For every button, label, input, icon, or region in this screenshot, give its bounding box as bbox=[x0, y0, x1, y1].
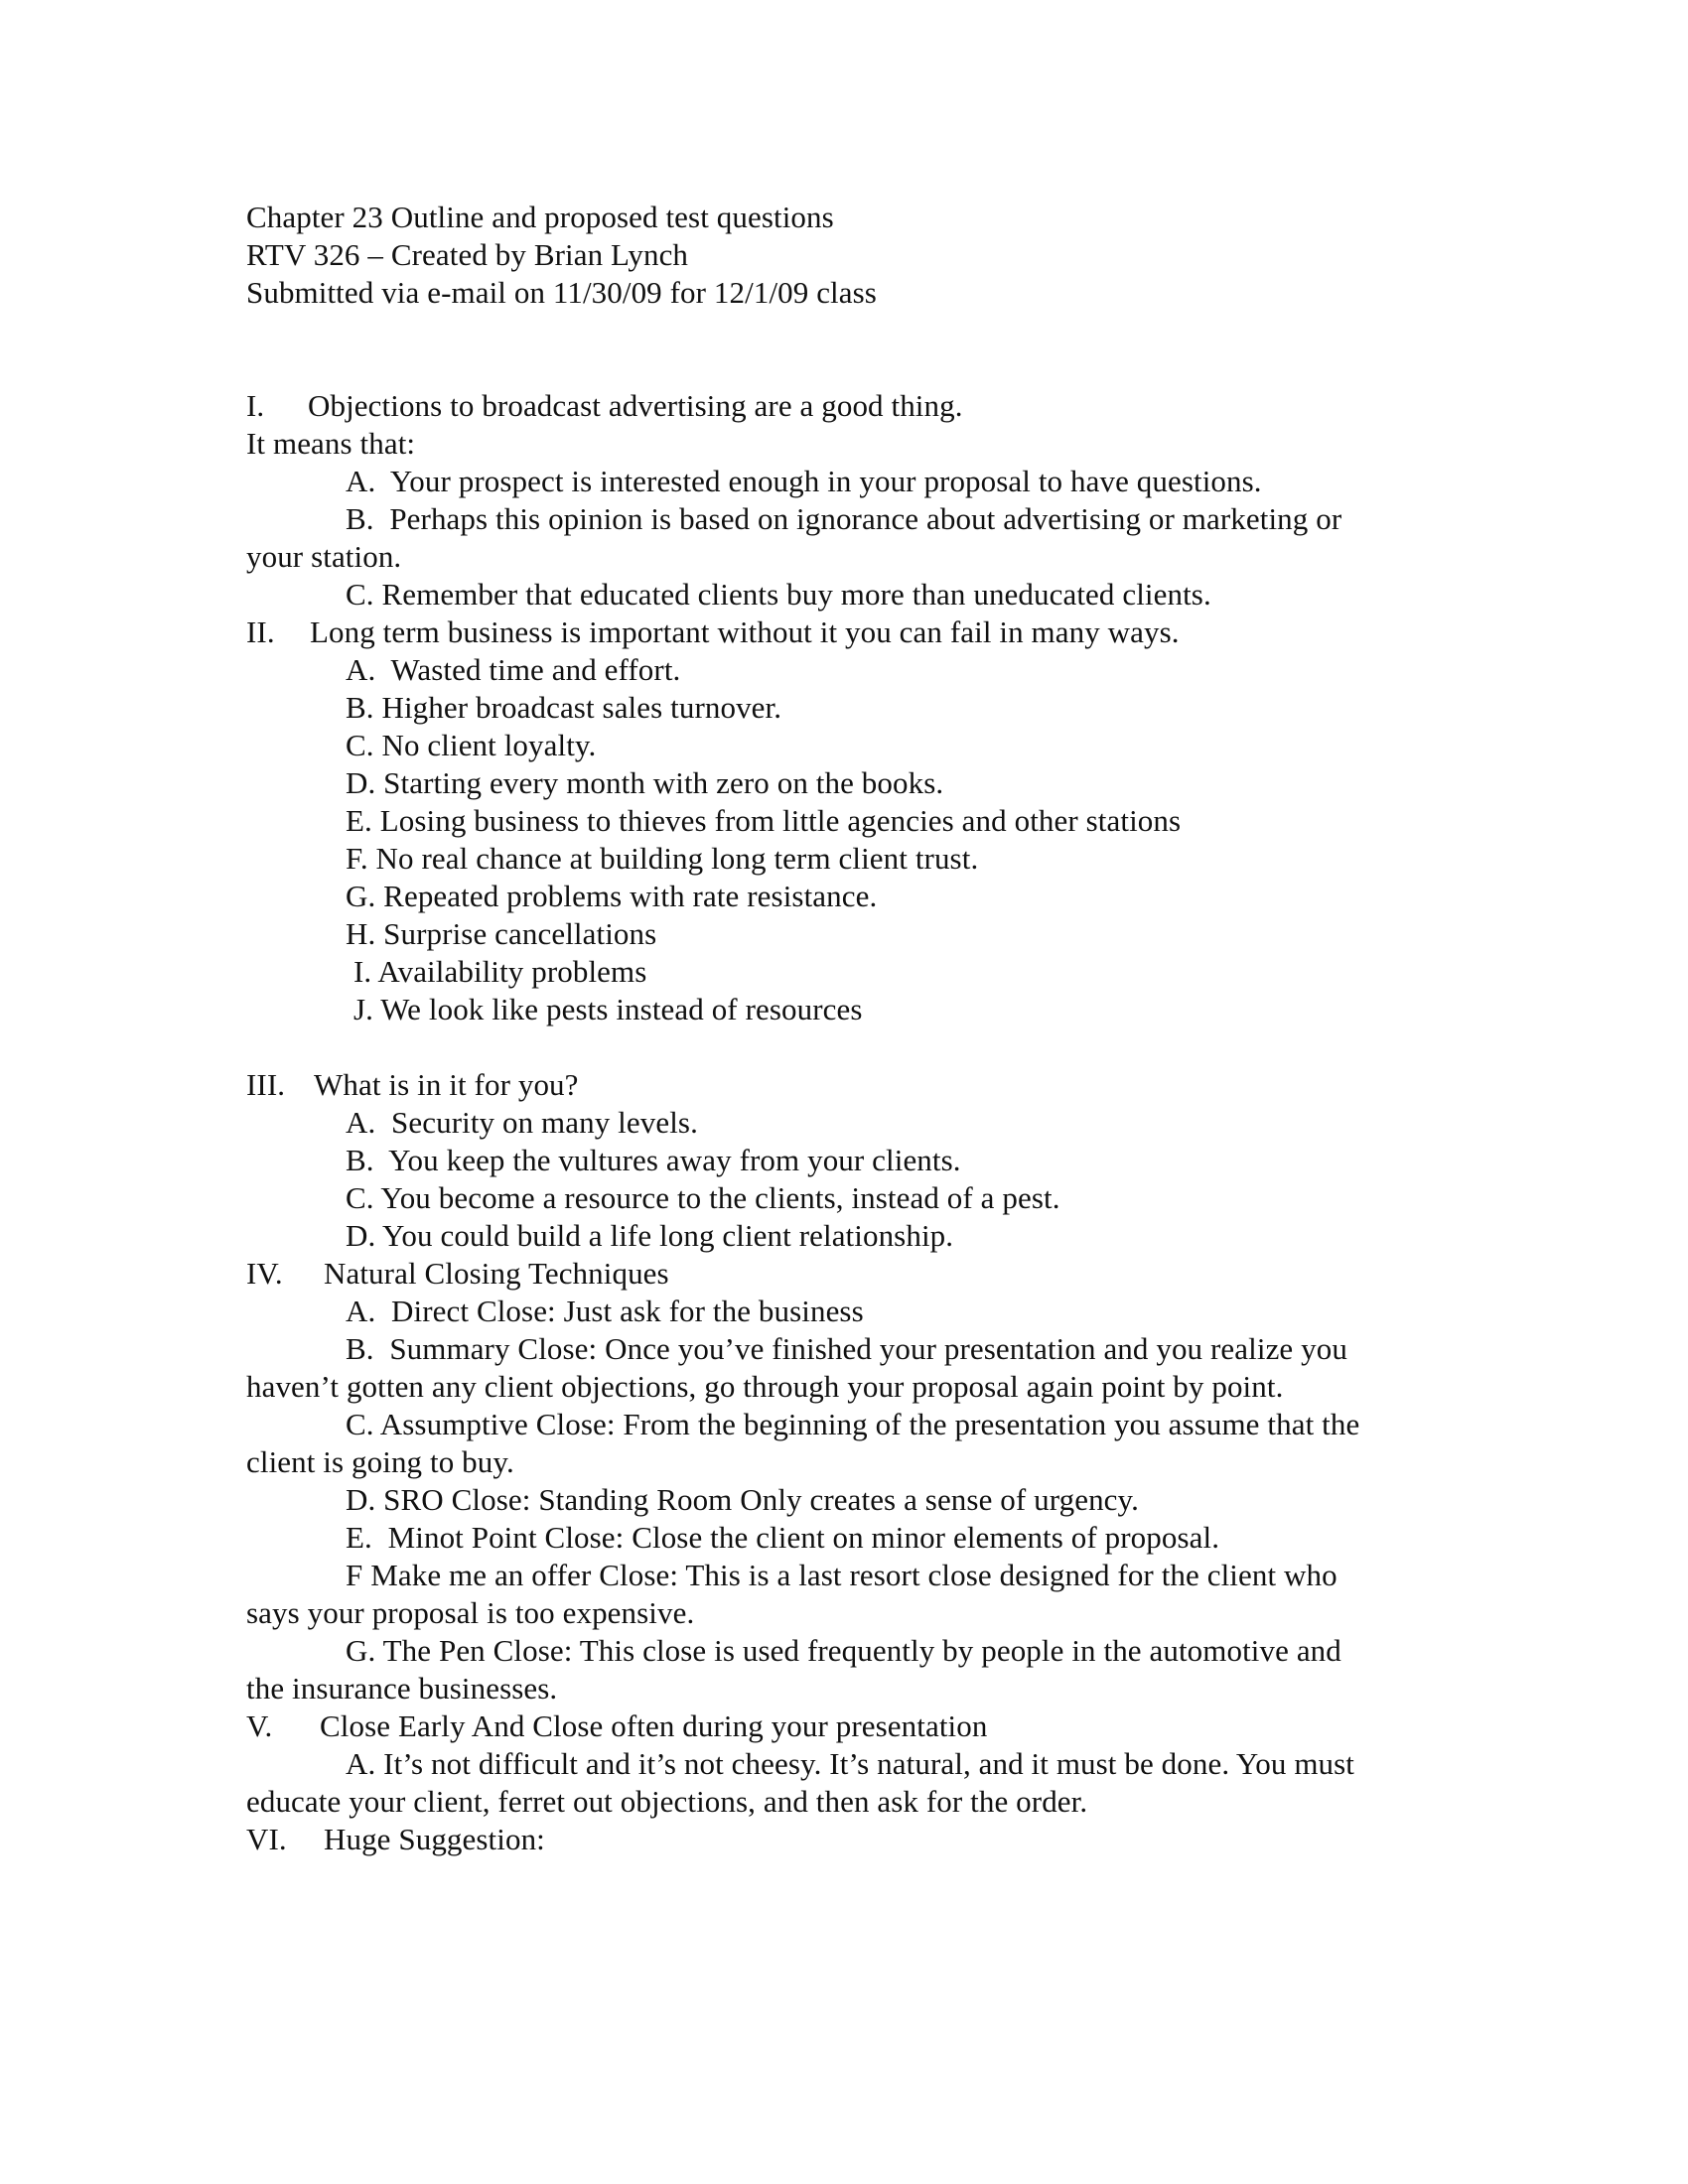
section-4-item-a: A. Direct Close: Just ask for the business bbox=[346, 1294, 864, 1328]
section-5-item-a: A. It’s not difficult and it’s not cheesy. It’s natural, and it must be done. You must bbox=[346, 1746, 1355, 1781]
section-4-item-f: F Make me an offer Close: This is a last resort close designed for the client who bbox=[346, 1558, 1337, 1592]
section-4-item-c: C. Assumptive Close: From the beginning of the presentation you assume that the bbox=[346, 1407, 1360, 1441]
section-4-numeral: IV. bbox=[246, 1256, 283, 1291]
document-title: Chapter 23 Outline and proposed test questions bbox=[246, 200, 834, 234]
section-4-heading: Natural Closing Techniques bbox=[324, 1256, 669, 1291]
section-4-item-f-cont: says your proposal is too expensive. bbox=[246, 1595, 695, 1630]
course-line: RTV 326 – Created by Brian Lynch bbox=[246, 237, 689, 272]
section-1-numeral: I. bbox=[246, 388, 265, 423]
section-3-item-c: C. You become a resource to the clients, instead of a pest. bbox=[346, 1180, 1060, 1215]
section-1-item-a: A. Your prospect is interested enough in your proposal to have questions. bbox=[346, 464, 1262, 498]
section-2-item-i: I. Availability problems bbox=[353, 954, 647, 989]
section-6-numeral: VI. bbox=[246, 1822, 287, 1856]
section-1-item-b-cont: your station. bbox=[246, 539, 402, 574]
section-2-item-j: J. We look like pests instead of resources bbox=[353, 992, 863, 1026]
section-2-numeral: II. bbox=[246, 614, 275, 649]
section-2-item-a: A. Wasted time and effort. bbox=[346, 652, 681, 687]
section-2-item-b: B. Higher broadcast sales turnover. bbox=[346, 690, 782, 725]
section-5-numeral: V. bbox=[246, 1708, 273, 1743]
section-3-item-b: B. You keep the vultures away from your clients. bbox=[346, 1143, 961, 1177]
section-3-heading: What is in it for you? bbox=[314, 1067, 579, 1102]
section-1-heading: Objections to broadcast advertising are a good thing. bbox=[308, 388, 963, 423]
section-4-item-g: G. The Pen Close: This close is used frequently by people in the automotive and bbox=[346, 1633, 1341, 1668]
section-2-item-f: F. No real chance at building long term client trust. bbox=[346, 841, 979, 876]
section-4-item-c-cont: client is going to buy. bbox=[246, 1444, 514, 1479]
section-4-item-d: D. SRO Close: Standing Room Only creates a sense of urgency. bbox=[346, 1482, 1139, 1517]
section-2-item-g: G. Repeated problems with rate resistance. bbox=[346, 879, 878, 913]
section-2-item-e: E. Losing business to thieves from little agencies and other stations bbox=[346, 803, 1182, 838]
section-2-item-h: H. Surprise cancellations bbox=[346, 916, 657, 951]
section-6-heading: Huge Suggestion: bbox=[324, 1822, 545, 1856]
section-4-item-g-cont: the insurance businesses. bbox=[246, 1671, 558, 1706]
section-4-item-e: E. Minot Point Close: Close the client on minor elements of proposal. bbox=[346, 1520, 1220, 1555]
section-1-item-c: C. Remember that educated clients buy more than uneducated clients. bbox=[346, 577, 1211, 612]
section-2-item-c: C. No client loyalty. bbox=[346, 728, 597, 762]
section-4-item-b-cont: haven’t gotten any client objections, go through your proposal again point by point. bbox=[246, 1369, 1284, 1404]
section-1-item-b: B. Perhaps this opinion is based on ignorance about advertising or marketing or bbox=[346, 501, 1342, 536]
section-2-item-d: D. Starting every month with zero on the books. bbox=[346, 765, 944, 800]
section-3-item-a: A. Security on many levels. bbox=[346, 1105, 698, 1140]
section-4-item-b: B. Summary Close: Once you’ve finished your presentation and you realize you bbox=[346, 1331, 1347, 1366]
section-5-heading: Close Early And Close often during your presentation bbox=[320, 1708, 988, 1743]
section-5-item-a-cont: educate your client, ferret out objections, and then ask for the order. bbox=[246, 1784, 1088, 1819]
section-3-item-d: D. You could build a life long client relationship. bbox=[346, 1218, 954, 1253]
section-1-intro: It means that: bbox=[246, 426, 416, 461]
section-2-heading: Long term business is important without it you can fail in many ways. bbox=[310, 614, 1180, 649]
submission-line: Submitted via e-mail on 11/30/09 for 12/1/09 class bbox=[246, 275, 877, 310]
section-3-numeral: III. bbox=[246, 1067, 286, 1102]
